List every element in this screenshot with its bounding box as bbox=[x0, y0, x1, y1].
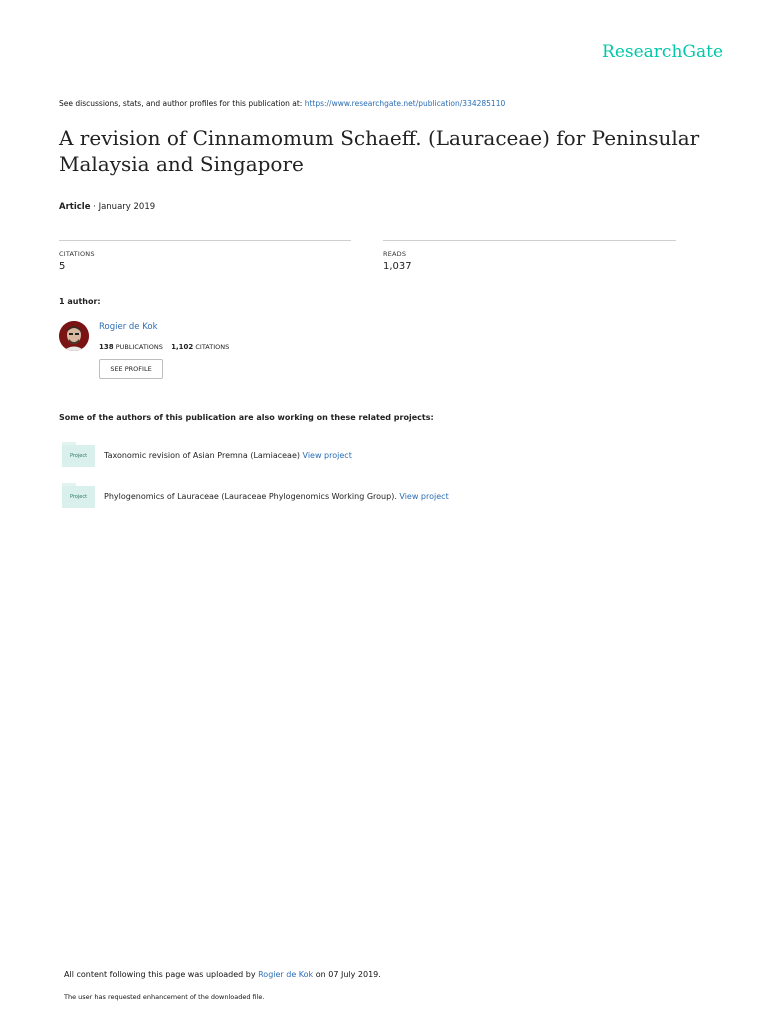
project-item bbox=[104, 451, 352, 460]
author-avatar[interactable] bbox=[59, 321, 89, 351]
reads-label: READS bbox=[383, 250, 407, 258]
researchgate-logo[interactable]: ResearchGate bbox=[602, 42, 723, 62]
related-projects-heading: Some of the authors of this publication are also working on these related projects: bbox=[59, 413, 434, 422]
see-profile-button[interactable]: SEE PROFILE bbox=[99, 359, 163, 379]
uploader-link[interactable]: Rogier de Kok bbox=[258, 970, 314, 979]
publication-link-line bbox=[59, 99, 505, 108]
enhancement-note: The user has requested enhancement of the downloaded file. bbox=[64, 993, 265, 1001]
project-title: Phylogenomics of Lauraceae (Lauraceae Phylogenomics Working Group). bbox=[104, 492, 397, 501]
author-stats bbox=[99, 343, 229, 351]
upload-notice-suffix: on 07 July 2019. bbox=[315, 970, 381, 979]
reads-value: 1,037 bbox=[383, 261, 412, 272]
view-project-link[interactable]: View project bbox=[399, 492, 449, 501]
publication-url-link[interactable]: https://www.researchgate.net/publication/334285110 bbox=[304, 99, 506, 108]
authors-heading: 1 author: bbox=[59, 297, 101, 306]
citations-value: 5 bbox=[59, 261, 66, 272]
author-citations-label: CITATIONS bbox=[195, 343, 230, 351]
author-publications-count: 138 bbox=[99, 343, 114, 351]
view-project-link[interactable]: View project bbox=[302, 451, 352, 460]
reads-divider bbox=[383, 240, 676, 241]
project-folder-icon bbox=[62, 483, 95, 508]
project-icon-label: Project bbox=[62, 486, 95, 508]
publication-title: A revision of Cinnamomum Schaeff. (Lauraceae) for Peninsular Malaysia and Singapore bbox=[59, 126, 700, 176]
author-publications-label: PUBLICATIONS bbox=[115, 343, 163, 351]
author-citations-count: 1,102 bbox=[171, 343, 194, 351]
project-title: Taxonomic revision of Asian Premna (Lamiaceae) bbox=[104, 451, 300, 460]
publication-meta bbox=[59, 202, 155, 212]
citations-divider bbox=[59, 240, 351, 241]
project-item bbox=[104, 492, 449, 501]
publication-type: Article bbox=[59, 202, 91, 212]
upload-notice bbox=[64, 970, 381, 979]
meta-separator: · bbox=[90, 202, 99, 212]
citations-label: CITATIONS bbox=[59, 250, 95, 258]
project-folder-icon bbox=[62, 442, 95, 467]
project-icon-label: Project bbox=[62, 445, 95, 467]
publication-date: January 2019 bbox=[98, 202, 156, 212]
upload-notice-prefix: All content following this page was uploaded by bbox=[64, 970, 256, 979]
publication-link-intro: See discussions, stats, and author profiles for this publication at: bbox=[59, 99, 303, 108]
author-name-link[interactable]: Rogier de Kok bbox=[99, 322, 158, 332]
